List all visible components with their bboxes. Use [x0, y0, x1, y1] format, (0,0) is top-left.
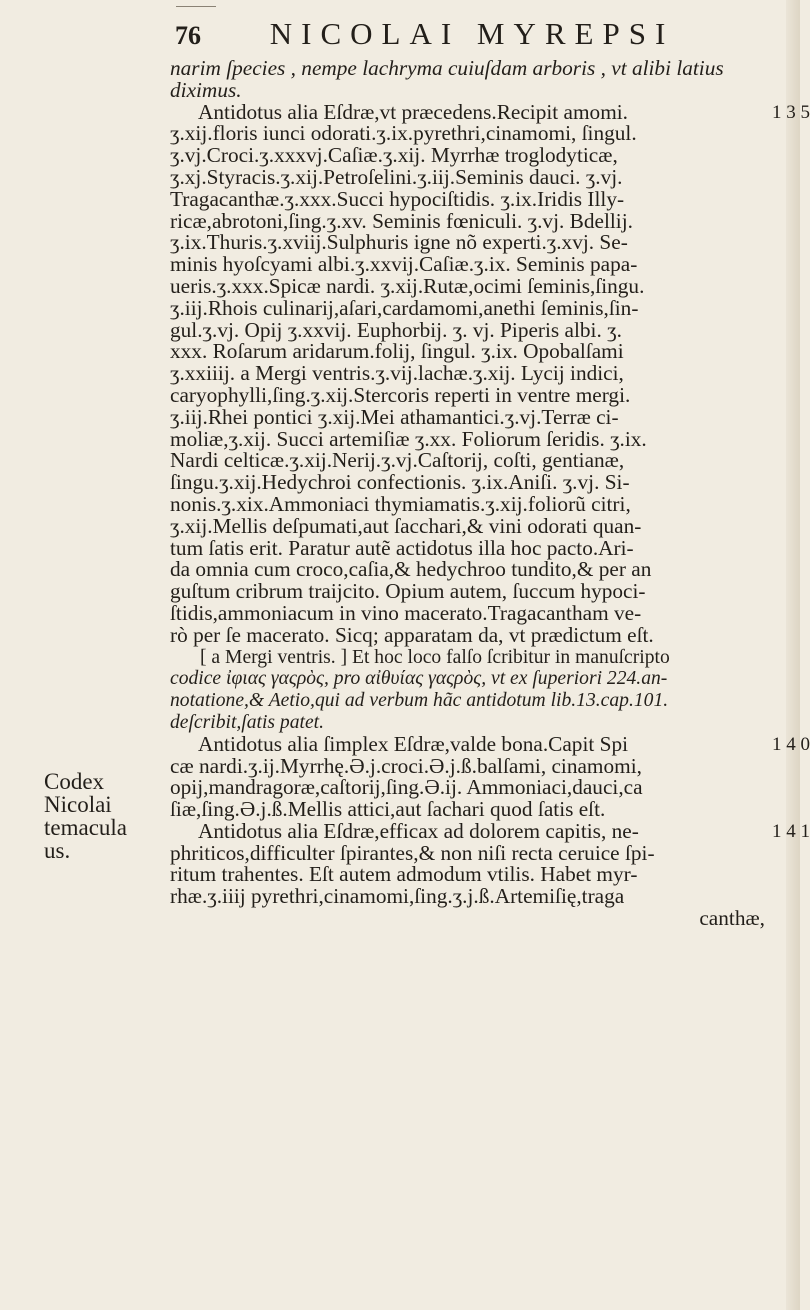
- text-line: [ a Mergi ventris. ] Et hoc loco falſo ſcribitur in manuſcripto: [200, 646, 670, 668]
- text-line: Antidotus alia Eſdræ,vt præcedens.Recipit amomi.: [198, 99, 629, 124]
- text-line: caryophylli,ſing.ʒ.xij.Stercoris reperti in ventre mergi.: [170, 382, 631, 407]
- text-line: ritum trahentes. Eſt autem admodum vtilis. Habet myr-: [170, 862, 638, 887]
- running-title: NICOLAI MYREPSI: [269, 16, 675, 51]
- text-line: xxx. Roſarum aridarum.folij, ſingul. ʒ.ix. Opobalſami: [170, 339, 624, 364]
- text-line: ſingu.ʒ.xij.Hedychroi confectionis. ʒ.ix.Aniſi. ʒ.vj. Si-: [170, 470, 630, 495]
- margin-number: 1 4 0: [772, 733, 810, 755]
- text-line: ʒ.xij.Mellis deſpumati,aut ſacchari,& vini odorati quan-: [170, 513, 642, 538]
- left-margin-line: temacula: [44, 815, 128, 840]
- text-line: phriticos,difficulter ſpirantes,& non niſi recta ceruice ſpi-: [170, 840, 655, 865]
- running-header: [175, 16, 695, 60]
- text-line: codice ἰφιας γαςρὸς, pro αἰθυίας γαςρὸς, vt ex ſuperiori 224.an-: [170, 668, 668, 690]
- left-margin-note: [44, 770, 174, 862]
- text-line: cæ nardi.ʒ.ij.Myrrhę.Ə.j.croci.Ə.j.ß.balſami, cinamomi,: [170, 753, 642, 778]
- left-margin-line: us.: [44, 838, 71, 863]
- text-line: tum ſatis erit. Paratur autẽ actidotus illa hoc pacto.Ari-: [170, 535, 634, 560]
- text-line: ʒ.iij.Rhois culinarij,aſari,cardamomi,anethi ſeminis,ſin-: [170, 295, 639, 320]
- text-line: Nardi celticæ.ʒ.xij.Nerij.ʒ.vj.Caſtorij, coſti, gentianæ,: [170, 448, 625, 473]
- text-line: diximus.: [170, 77, 242, 102]
- text-line: rò per ſe macerato. Sicq; apparatam da, vt prædictum eſt.: [170, 622, 654, 647]
- text-line: ʒ.iij.Rhei pontici ʒ.xij.Mei athamantici.ʒ.vj.Terræ ci-: [170, 404, 619, 429]
- text-line: minis hyoſcyami albi.ʒ.xxvij.Caſiæ.ʒ.ix. Seminis papa-: [170, 252, 638, 277]
- text-line: opij,mandragoræ,caſtorij,ſing.Ə.ij. Ammoniaci,dauci,ca: [170, 775, 643, 800]
- left-margin-line: Codex: [44, 769, 105, 794]
- margin-number: 1 4 1: [772, 821, 810, 842]
- text-line: ʒ.ix.Thuris.ʒ.xviij.Sulphuris igne nõ experti.ʒ.xvj. Se-: [170, 230, 628, 255]
- text-line: ʒ.vj.Croci.ʒ.xxxvj.Caſiæ.ʒ.xij. Myrrhæ troglodyticæ,: [170, 143, 618, 168]
- text-line: ʒ.xj.Styracis.ʒ.xij.Petroſelini.ʒ.iij.Seminis dauci. ʒ.vj.: [170, 164, 623, 189]
- text-line: ʒ.xij.floris iunci odorati.ʒ.ix.pyrethri,cinamomi, ſingul.: [170, 121, 637, 146]
- text-line: ricæ,abrotoni,ſing.ʒ.xv. Seminis fœniculi. ʒ.vj. Bdellij.: [170, 208, 633, 233]
- text-line: nonis.ʒ.xix.Ammoniaci thymiamatis.ʒ.xij.foliorũ citri,: [170, 491, 631, 516]
- text-line: canthæ,: [699, 906, 765, 931]
- text-line: ſtidis,ammoniacum in vino macerato.Tragacantham ve-: [170, 600, 642, 625]
- text-line: Tragacanthæ.ʒ.xxx.Succi hypociſtidis. ʒ.ix.Iridis Illy-: [170, 186, 625, 211]
- text-line: da omnia cum croco,caſia,& hedychroo tundito,& per an: [170, 557, 652, 582]
- text-line: rhæ.ʒ.iiij pyrethri,cinamomi,ſing.ʒ.j.ß.Artemiſię,traga: [170, 884, 625, 909]
- header-ornament: [176, 6, 216, 11]
- text-line: gul.ʒ.vj. Opij ʒ.xxvij. Euphorbij. ʒ. vj. Piperis albi. ʒ.: [170, 317, 622, 342]
- body-text: [170, 58, 780, 930]
- text-line: guſtum cribrum traijcito. Opium autem, ſuccum hypoci-: [170, 579, 646, 604]
- text-line: ſiæ,ſing.Ə.j.ß.Mellis attici,aut ſachari quod ſatis eſt.: [170, 797, 606, 822]
- text-line: deſcribit,ſatis patet.: [170, 711, 325, 733]
- text-line: notatione,& Aetio,qui ad verbum hãc antidotum lib.13.cap.101.: [170, 690, 669, 712]
- text-line: moliæ,ʒ.xij. Succi artemiſiæ ʒ.xx. Foliorum ſeridis. ʒ.ix.: [170, 426, 647, 451]
- page-number: 76: [175, 21, 201, 50]
- text-line: Antidotus alia ſimplex Eſdræ,valde bona.Capit Spi: [198, 731, 629, 756]
- text-line: ueris.ʒ.xxx.Spicæ nardi. ʒ.xij.Rutæ,ocimi ſeminis,ſingu.: [170, 273, 645, 298]
- page-edge: [786, 0, 800, 1310]
- left-margin-line: Nicolai: [44, 792, 112, 817]
- text-line: ʒ.xxiiij. a Mergi ventris.ʒ.vij.lachæ.ʒ.xij. Lycij indici,: [170, 361, 624, 386]
- text-line: Antidotus alia Eſdræ,efficax ad dolorem capitis, ne-: [198, 818, 639, 843]
- text-line: narim ſpecies , nempe lachryma cuiuſdam arboris , vt alibi latius: [170, 56, 724, 80]
- margin-number: 1 3 5: [772, 101, 810, 123]
